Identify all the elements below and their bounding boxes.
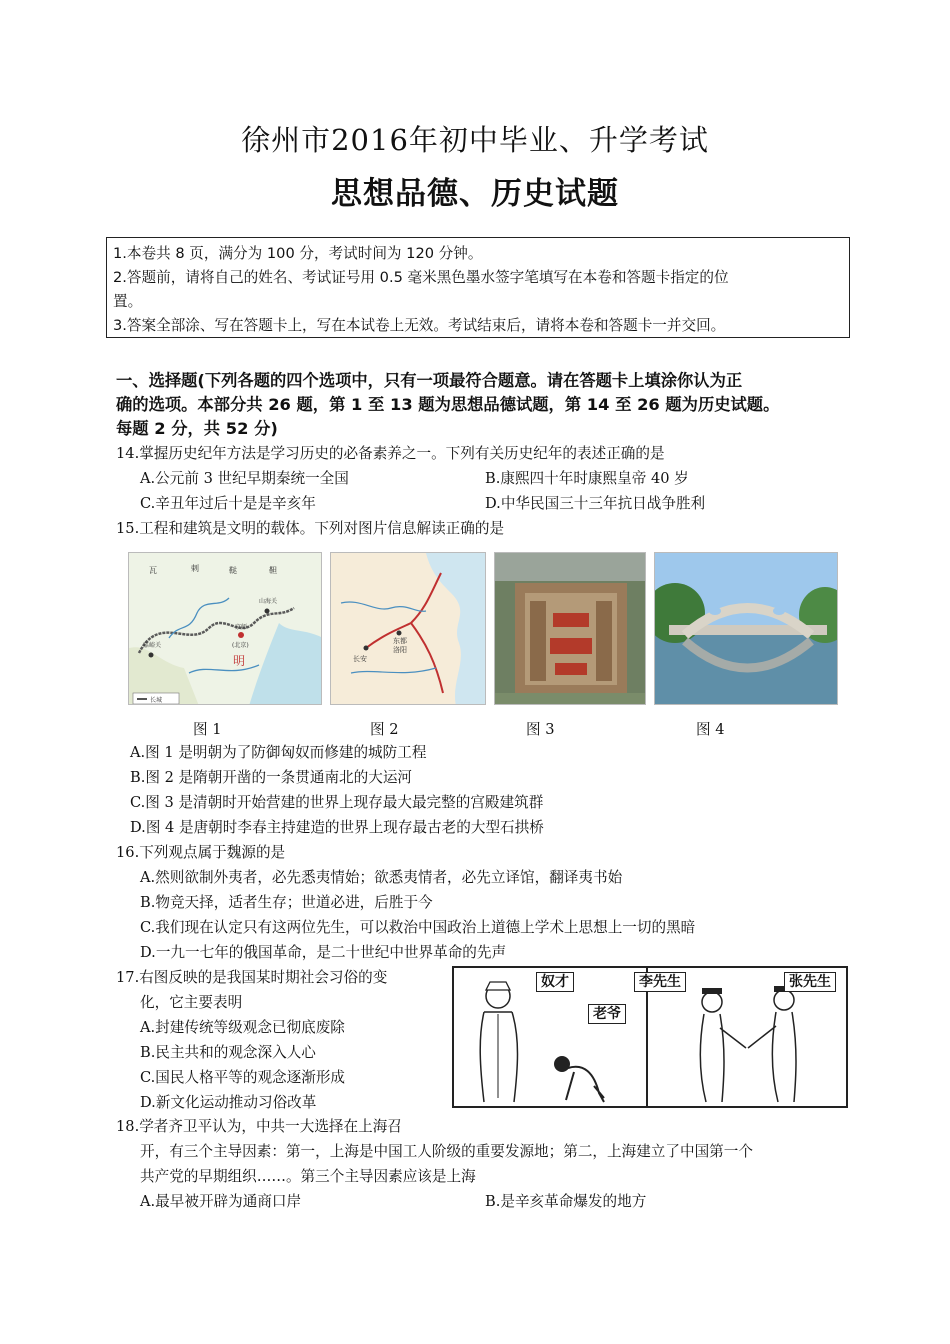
figure-3-photo (494, 552, 646, 705)
map1-label: 瓦 (149, 566, 157, 575)
section-line: 确的选项。本部分共 26 题，第 1 至 13 题为思想品德试题，第 14 至 26 题为历史试题。 (116, 395, 780, 414)
q17-option-b: B.民主共和的观念深入人心 (140, 1044, 316, 1061)
q16-option-b: B.物竞天择，适者生存；世道必进，后胜于今 (140, 894, 433, 911)
cartoon-label-servant: 奴才 (536, 972, 574, 992)
map1-label: 剌 (191, 564, 199, 573)
instruction-line: 2.答题前，请将自己的姓名、考试证号用 0.5 毫米黑色墨水签字笔填写在本卷和答题卡指定的位 (113, 269, 729, 286)
exam-title: 徐州市2016年初中毕业、升学考试 (241, 123, 709, 157)
question-18-stem-cont: 开，有三个主导因素：第一，上海是中国工人阶级的重要发源地；第二，上海建立了中国第一个 (140, 1143, 753, 1160)
question-16-stem: 16.下列观点属于魏源的是 (116, 844, 286, 861)
q17-option-a: A.封建传统等级观念已彻底废除 (140, 1019, 345, 1036)
map1-label: 靼 (269, 566, 277, 575)
instruction-line: 1.本卷共 8 页，满分为 100 分，考试时间为 120 分钟。 (113, 245, 483, 262)
question-17-stem-cont: 化，它主要表明 (140, 994, 243, 1011)
stone-arch-bridge-photo (655, 553, 838, 705)
instruction-line: 置。 (113, 293, 143, 310)
q15-option-b: B.图 2 是隋朝开凿的一条贯通南北的大运河 (130, 769, 413, 786)
map1-label: (北京) (232, 642, 249, 649)
map1-legend: 长城 (150, 697, 163, 704)
grand-canal-map-image (331, 553, 486, 705)
figure-3-caption: 图 3 (526, 721, 555, 738)
q14-option-b: B.康熙四十年时康熙皇帝 40 岁 (485, 470, 689, 487)
cartoon-label-master: 老爷 (588, 1004, 626, 1024)
figure-4-photo (654, 552, 838, 705)
q14-option-d: D.中华民国三十三年抗日战争胜利 (485, 495, 706, 512)
q18-option-b: B.是辛亥革命爆发的地方 (485, 1193, 647, 1210)
q14-option-c: C.辛丑年过后十是是辛亥年 (140, 495, 316, 512)
question-15-stem: 15.工程和建筑是文明的载体。下列对图片信息解读正确的是 (116, 520, 505, 537)
cartoon-label-mr-li: 李先生 (634, 972, 686, 992)
question-18-stem: 18.学者齐卫平认为，中共一大选择在上海召 (116, 1118, 402, 1135)
map1-label: 京师 (235, 624, 248, 631)
map1-label: 山海关 (259, 598, 278, 605)
section-line: 一、选择题(下列各题的四个选项中，只有一项最符合题意。请在答题卡上填涂你认为正 (116, 371, 743, 390)
map2-label: 东都 (393, 637, 407, 645)
q16-option-d: D.一九一七年的俄国革命，是二十世纪中世界革命的先声 (140, 944, 507, 961)
question-17-stem: 17.右图反映的是我国某时期社会习俗的变 (116, 969, 388, 986)
figure-4-caption: 图 4 (696, 721, 725, 738)
section-line: 每题 2 分，共 52 分) (116, 419, 278, 438)
q17-option-d: D.新文化运动推动习俗改革 (140, 1094, 317, 1111)
q15-option-a: A.图 1 是明朝为了防御匈奴而修建的城防工程 (130, 744, 427, 761)
map2-label: 洛阳 (393, 646, 407, 654)
q17-option-c: C.国民人格平等的观念逐渐形成 (140, 1069, 346, 1086)
q15-option-c: C.图 3 是清朝时开始营建的世界上现存最大最完整的宫殿建筑群 (130, 794, 544, 811)
instructions-box (106, 237, 850, 338)
figure-1-map (128, 552, 322, 705)
figure-2-map (330, 552, 486, 705)
q18-option-a: A.最早被开辟为通商口岸 (140, 1193, 302, 1210)
exam-subtitle: 思想品德、历史试题 (331, 176, 619, 212)
question-14-stem: 14.掌握历史纪年方法是学习历史的必备素养之一。下列有关历史纪年的表述正确的是 (116, 445, 665, 462)
map1-label: 嘉峪关 (143, 642, 162, 649)
forbidden-city-photo (495, 553, 646, 705)
great-wall-map-image (129, 553, 322, 705)
q16-option-a: A.然则欲制外夷者，必先悉夷情始；欲悉夷情者，必先立译馆，翻译夷书始 (140, 869, 623, 886)
map1-label: 鞑 (229, 566, 237, 575)
figure-2-caption: 图 2 (370, 721, 399, 738)
q16-option-c: C.我们现在认定只有这两位先生，可以救治中国政治上道德上学术上思想上一切的黑暗 (140, 919, 696, 936)
cartoon-label-mr-zhang: 张先生 (784, 972, 836, 992)
question-18-stem-cont: 共产党的早期组织……。第三个主导因素应该是上海 (140, 1168, 476, 1185)
map2-label: 长安 (353, 655, 367, 663)
section-heading (116, 369, 858, 441)
figure-1-caption: 图 1 (193, 721, 222, 738)
map1-label: 明 (233, 654, 246, 668)
q17-cartoon (452, 966, 848, 1108)
instruction-line: 3.答案全部涂、写在答题卡上，写在本试卷上无效。考试结束后，请将本卷和答题卡一并交回。 (113, 317, 726, 334)
q15-option-d: D.图 4 是唐朝时李春主持建造的世界上现存最古老的大型石拱桥 (130, 819, 544, 836)
q14-option-a: A.公元前 3 世纪早期秦统一全国 (140, 470, 349, 487)
